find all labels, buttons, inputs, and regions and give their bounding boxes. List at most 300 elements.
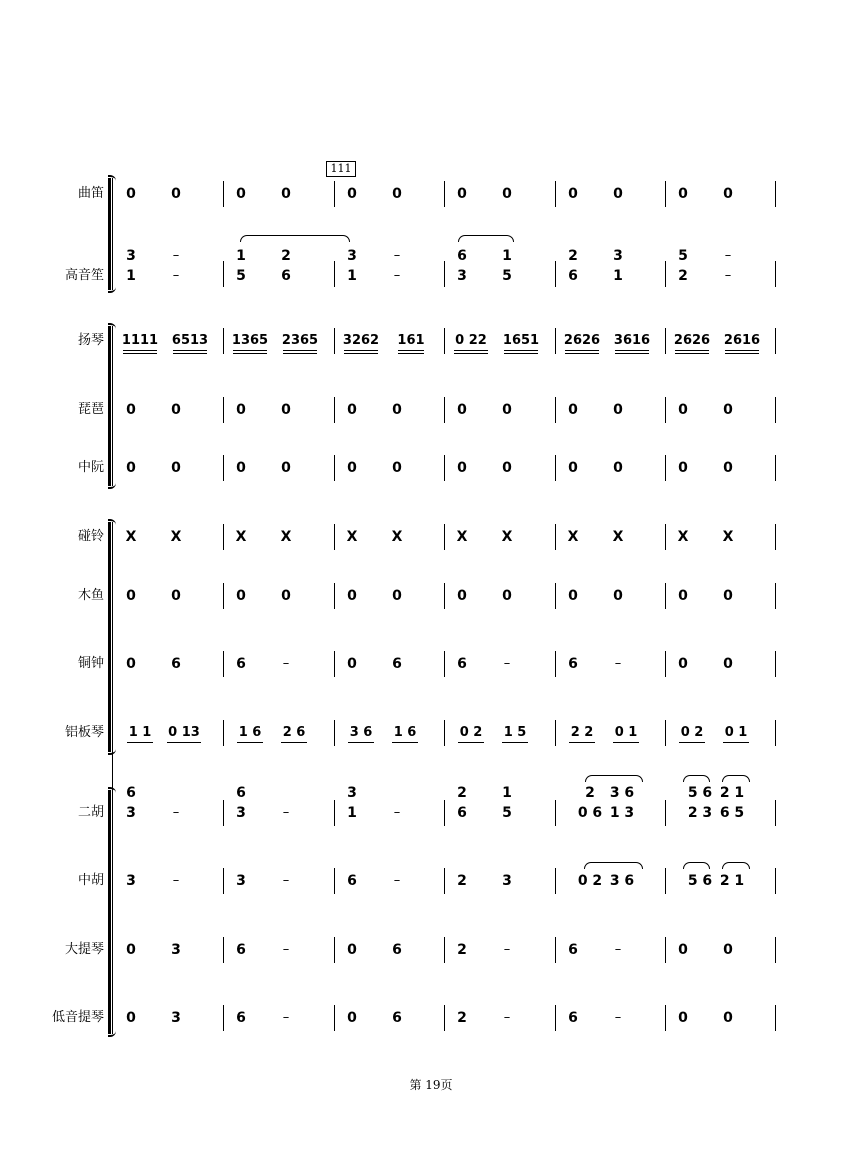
note-lower: 2 3 [687, 805, 713, 821]
note-lower: 1 [347, 805, 357, 821]
note: 0 2 [459, 725, 483, 740]
note: X [170, 529, 182, 545]
note-upper: 1 [236, 248, 246, 264]
note: 0 [502, 460, 512, 476]
barline [555, 397, 556, 423]
note: 0 [723, 588, 733, 604]
beam-line [283, 353, 317, 354]
barline [334, 524, 335, 550]
note: 0 [347, 460, 357, 476]
note: 2626 [563, 333, 601, 348]
barline [665, 328, 666, 354]
note: 0 [347, 656, 357, 672]
barline [665, 397, 666, 423]
barline [775, 651, 776, 677]
note: 0 [457, 186, 467, 202]
barline [223, 583, 224, 609]
staff-brace [108, 522, 119, 752]
barline [444, 524, 445, 550]
barline [665, 937, 666, 963]
note-lower: 5 [502, 268, 512, 284]
beam-line [173, 350, 207, 351]
note: 0 [171, 460, 181, 476]
note: – [282, 1010, 290, 1025]
note: 1365 [231, 333, 269, 348]
note: 0 [392, 588, 402, 604]
barline [775, 583, 776, 609]
note: 2616 [723, 333, 761, 348]
note: 6 [171, 656, 181, 672]
note: 1651 [502, 333, 540, 348]
slur-mark [722, 775, 750, 782]
note-upper: 3 [347, 785, 357, 801]
note: 0 [347, 942, 357, 958]
note-upper: – [393, 248, 401, 263]
barline [223, 328, 224, 354]
barline [444, 937, 445, 963]
barline [555, 651, 556, 677]
note-lower: 3 [457, 268, 467, 284]
note: 3 [126, 873, 136, 889]
note: 0 [502, 402, 512, 418]
beam-line [344, 353, 378, 354]
page-number: 第 19页 [409, 1078, 453, 1092]
beam-line [283, 350, 317, 351]
note: 0 [457, 460, 467, 476]
note: X [346, 529, 358, 545]
instrument-label-yangqin: 扬琴 [77, 333, 104, 348]
note: 0 [347, 186, 357, 202]
note: 6 [568, 942, 578, 958]
barline [223, 397, 224, 423]
beam-line [615, 353, 649, 354]
note-lower: – [724, 268, 732, 283]
barline [334, 583, 335, 609]
barline [665, 651, 666, 677]
barline [334, 937, 335, 963]
note: 0 [613, 588, 623, 604]
note: 6 [236, 1010, 246, 1026]
note: – [614, 942, 622, 957]
note: 0 1 [724, 725, 748, 740]
note: – [503, 942, 511, 957]
note-upper: 5 6 [687, 785, 713, 801]
note: X [722, 529, 734, 545]
slur-mark [683, 775, 710, 782]
beam-line [723, 742, 749, 743]
note-lower: 1 3 [609, 805, 635, 821]
beam-line [725, 350, 759, 351]
note: 0 [502, 588, 512, 604]
beam-line [344, 350, 378, 351]
beam-line [392, 742, 418, 743]
note: 3 [502, 873, 512, 889]
note: 3 6 [349, 725, 373, 740]
barline [334, 868, 335, 894]
barline [555, 524, 556, 550]
slur-mark [458, 235, 514, 242]
note-lower: 5 [502, 805, 512, 821]
note: 1 6 [393, 725, 417, 740]
barline [444, 455, 445, 481]
barline [444, 181, 445, 207]
barline [334, 800, 335, 826]
note-upper: 6 [236, 785, 246, 801]
note-upper: 2 [568, 248, 578, 264]
barline [555, 800, 556, 826]
note: 0 [678, 942, 688, 958]
note-lower: 2 [678, 268, 688, 284]
note-upper: 2 [457, 785, 467, 801]
barline [555, 181, 556, 207]
note: – [172, 873, 180, 888]
barline [555, 583, 556, 609]
note: 2 6 [282, 725, 306, 740]
barline [444, 583, 445, 609]
staff-brace [108, 790, 119, 1034]
instrument-label-pengling: 碰铃 [77, 529, 104, 544]
note-upper: 2 1 [719, 785, 745, 801]
note: 0 [723, 402, 733, 418]
barline [334, 181, 335, 207]
note: – [282, 873, 290, 888]
barline [334, 651, 335, 677]
note: 0 [723, 1010, 733, 1026]
note: 0 [392, 460, 402, 476]
rehearsal-mark: 111 [326, 161, 356, 177]
note: 2 [457, 873, 467, 889]
note: 0 [347, 402, 357, 418]
note: 5 6 [687, 873, 713, 889]
note-lower: 1 [613, 268, 623, 284]
beam-line [398, 353, 424, 354]
note: 0 [392, 402, 402, 418]
note: 0 [236, 588, 246, 604]
note: 6 [568, 656, 578, 672]
instrument-label-tongzhong: 铜钟 [77, 656, 104, 671]
barline [775, 261, 776, 287]
beam-line [613, 742, 639, 743]
barline [444, 651, 445, 677]
note-lower: 3 [126, 805, 136, 821]
note: 0 [457, 402, 467, 418]
staff-brace [108, 178, 119, 290]
barline [775, 328, 776, 354]
note-lower: 1 [126, 268, 136, 284]
slur-mark [683, 862, 710, 869]
barline [665, 455, 666, 481]
note: 0 [171, 402, 181, 418]
barline [444, 868, 445, 894]
note: 1 5 [503, 725, 527, 740]
note-upper: 3 [613, 248, 623, 264]
barline [444, 1005, 445, 1031]
beam-line [565, 350, 599, 351]
note: 6 [392, 942, 402, 958]
note: 0 [126, 460, 136, 476]
beam-line [348, 742, 374, 743]
note: 0 [457, 588, 467, 604]
beam-line [173, 353, 207, 354]
note-upper: 2 [585, 785, 595, 801]
barline [223, 937, 224, 963]
note: 1111 [121, 333, 159, 348]
barline [555, 455, 556, 481]
barline [665, 181, 666, 207]
note: 6 [568, 1010, 578, 1026]
barline [444, 800, 445, 826]
beam-line [504, 353, 538, 354]
note: 0 [126, 1010, 136, 1026]
barline [555, 868, 556, 894]
barline [223, 455, 224, 481]
beam-line [237, 742, 263, 743]
note-lower: – [393, 268, 401, 283]
barline [223, 800, 224, 826]
note: 0 1 [614, 725, 638, 740]
note: – [282, 942, 290, 957]
note-lower: 3 [236, 805, 246, 821]
note: 0 [126, 942, 136, 958]
note: X [501, 529, 513, 545]
note: 2626 [673, 333, 711, 348]
note: X [456, 529, 468, 545]
barline [665, 720, 666, 746]
beam-line [454, 350, 488, 351]
barline [665, 1005, 666, 1031]
note: 0 [678, 1010, 688, 1026]
note: 0 [281, 460, 291, 476]
barline [444, 328, 445, 354]
instrument-label-qudi: 曲笛 [77, 186, 104, 201]
instrument-label-sheng: 高音笙 [64, 268, 104, 283]
note: 0 2 [577, 873, 603, 889]
barline [223, 651, 224, 677]
note: 0 [678, 402, 688, 418]
beam-line [123, 350, 157, 351]
note: 3 [236, 873, 246, 889]
note: 0 [281, 186, 291, 202]
note: 0 [126, 402, 136, 418]
beam-line [565, 353, 599, 354]
note: 0 [236, 402, 246, 418]
barline [555, 1005, 556, 1031]
barline [334, 397, 335, 423]
barline [775, 868, 776, 894]
note: – [282, 656, 290, 671]
note-upper: 5 [678, 248, 688, 264]
note-lower: 6 [568, 268, 578, 284]
note: 6 [236, 942, 246, 958]
note: 2 2 [570, 725, 594, 740]
note: 0 [502, 186, 512, 202]
note: – [503, 1010, 511, 1025]
barline [334, 328, 335, 354]
note: 0 [723, 942, 733, 958]
note: X [567, 529, 579, 545]
barline [334, 1005, 335, 1031]
note-upper: 6 [457, 248, 467, 264]
note: – [393, 873, 401, 888]
beam-line [679, 742, 705, 743]
note: 0 [678, 186, 688, 202]
note-upper: 2 [281, 248, 291, 264]
barline [223, 524, 224, 550]
instrument-label-muyu: 木鱼 [77, 588, 104, 603]
note: 6 [347, 873, 357, 889]
beam-line [454, 353, 488, 354]
slur-mark [584, 862, 643, 869]
note: X [125, 529, 137, 545]
note-lower: – [282, 805, 290, 820]
beam-line [502, 742, 528, 743]
note: 0 13 [168, 725, 200, 740]
note-upper: 3 [126, 248, 136, 264]
note: 6 [392, 656, 402, 672]
barline [775, 524, 776, 550]
note: 0 [126, 656, 136, 672]
note-upper: 3 [347, 248, 357, 264]
beam-line [675, 350, 709, 351]
note: 3 6 [609, 873, 635, 889]
beam-line [615, 350, 649, 351]
note: 0 [568, 186, 578, 202]
note: 0 [723, 656, 733, 672]
note: 2 [457, 1010, 467, 1026]
note: 6 [236, 656, 246, 672]
note: 0 [678, 460, 688, 476]
note-lower: 6 5 [719, 805, 745, 821]
barline [665, 868, 666, 894]
barline [665, 524, 666, 550]
note: 0 [126, 588, 136, 604]
note: – [614, 1010, 622, 1025]
note-upper: – [724, 248, 732, 263]
note-lower: 5 [236, 268, 246, 284]
note: 2365 [281, 333, 319, 348]
instrument-label-zhongruan: 中阮 [77, 460, 104, 475]
note-lower: 6 [281, 268, 291, 284]
barline [775, 800, 776, 826]
note: X [391, 529, 403, 545]
barline [665, 800, 666, 826]
note: 0 [568, 460, 578, 476]
barline [775, 937, 776, 963]
beam-line [233, 353, 267, 354]
note: 3262 [342, 333, 380, 348]
note: 6 [457, 656, 467, 672]
beam-line [725, 353, 759, 354]
note: – [614, 656, 622, 671]
note: 0 [126, 186, 136, 202]
note-upper: 1 [502, 785, 512, 801]
note-lower: 6 [457, 805, 467, 821]
note: 3 [171, 1010, 181, 1026]
note: 0 [171, 186, 181, 202]
note-lower: 1 [347, 268, 357, 284]
barline [223, 1005, 224, 1031]
beam-line [569, 742, 595, 743]
beam-line [167, 742, 201, 743]
barline [223, 181, 224, 207]
note: 0 [723, 186, 733, 202]
staff-brace [108, 326, 119, 486]
beam-line [123, 353, 157, 354]
note: 3 [171, 942, 181, 958]
barline [223, 720, 224, 746]
barline [775, 455, 776, 481]
note-lower: 0 6 [577, 805, 603, 821]
barline [444, 397, 445, 423]
note-upper: 1 [502, 248, 512, 264]
note: 0 [236, 186, 246, 202]
barline [223, 261, 224, 287]
barline [665, 583, 666, 609]
note: 1 6 [238, 725, 262, 740]
note: 3616 [613, 333, 651, 348]
note: 0 [347, 588, 357, 604]
note: X [612, 529, 624, 545]
note: X [280, 529, 292, 545]
note: 1 1 [128, 725, 152, 740]
beam-line [458, 742, 484, 743]
beam-line [398, 350, 424, 351]
note: X [677, 529, 689, 545]
note-upper: 3 6 [609, 785, 635, 801]
note: 0 [171, 588, 181, 604]
instrument-label-erhu: 二胡 [77, 805, 104, 820]
barline [555, 261, 556, 287]
instrument-label-lvbanqin: 铝板琴 [64, 725, 104, 740]
note: 0 [281, 402, 291, 418]
note: 0 [392, 186, 402, 202]
slur-mark [240, 235, 350, 242]
barline [334, 720, 335, 746]
note: 2 1 [719, 873, 745, 889]
beam-line [281, 742, 307, 743]
note: 0 [678, 656, 688, 672]
instrument-label-pipa: 琵琶 [77, 402, 104, 417]
note: 0 [568, 588, 578, 604]
beam-line [127, 742, 153, 743]
barline [223, 868, 224, 894]
note-lower: – [172, 805, 180, 820]
note-upper: – [172, 248, 180, 263]
slur-mark [585, 775, 643, 782]
note: 0 [568, 402, 578, 418]
barline [444, 261, 445, 287]
barline [334, 261, 335, 287]
note-upper: 6 [126, 785, 136, 801]
note: 0 [281, 588, 291, 604]
instrument-label-cello: 大提琴 [64, 942, 104, 957]
barline [775, 181, 776, 207]
barline [555, 720, 556, 746]
note: 0 [236, 460, 246, 476]
barline [775, 397, 776, 423]
note-lower: – [393, 805, 401, 820]
instrument-label-bass: 低音提琴 [51, 1010, 104, 1025]
beam-line [233, 350, 267, 351]
note: – [503, 656, 511, 671]
note-lower: – [172, 268, 180, 283]
note: 6513 [171, 333, 209, 348]
barline [555, 328, 556, 354]
note: 0 22 [455, 333, 487, 348]
note: 2 [457, 942, 467, 958]
note: 0 [613, 460, 623, 476]
beam-line [504, 350, 538, 351]
